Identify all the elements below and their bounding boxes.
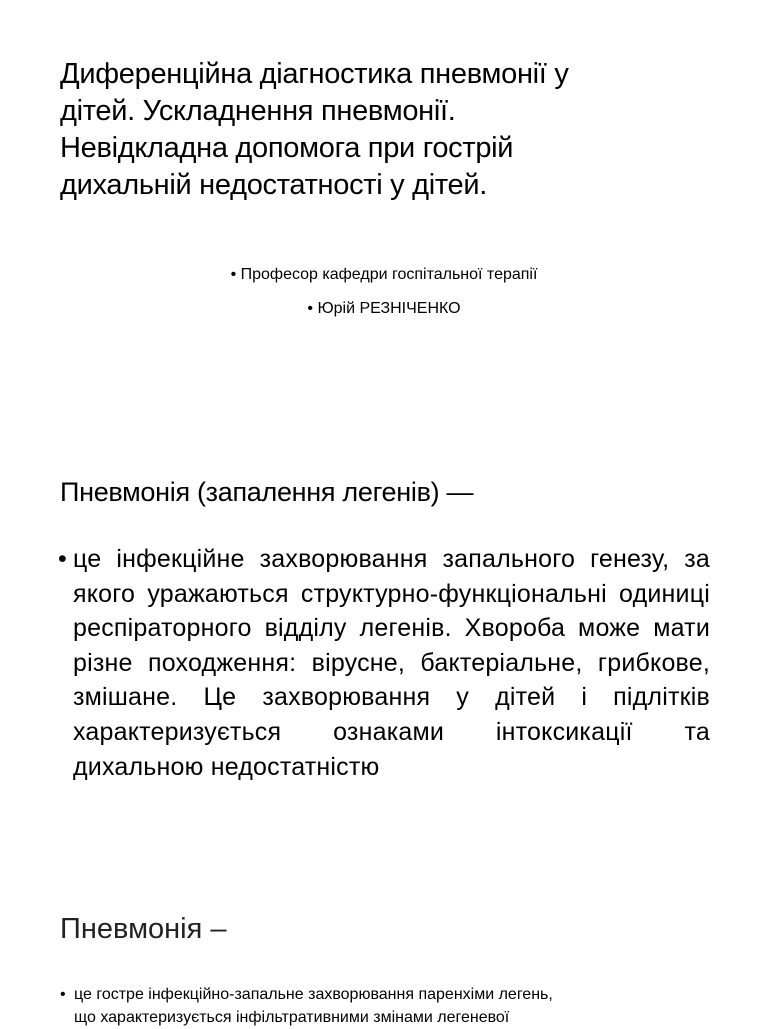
title-line: дітей. Ускладнення пневмонії. [60, 95, 456, 127]
definition-item [58, 542, 710, 784]
definition-list [60, 983, 720, 1029]
author-name: • Юрій РЕЗНІЧЕНКО [0, 292, 768, 326]
definition-slide [0, 420, 768, 880]
slide-title: Пневмонія (запалення легенів) — [60, 477, 474, 507]
author-position: • Професор кафедри госпітальної терапії [0, 258, 768, 292]
definition-text-line: це гостре інфекційно-запальне захворювання паренхіми легень, [74, 986, 553, 1003]
slide-title: Пневмонія – [60, 913, 227, 945]
title-line: дихальній недостатності у дітей. [60, 169, 488, 201]
definition-text: це інфекційне захворювання запального генезу, за якого уражаються структурно-функціональні одиниці респіраторного відділу легенів. Хвороба може мати різне походження: вірусне, бактеріальне, грибкове, змішане. Це захворювання у дітей і підлітків характеризується ознаками інтоксикації та дихальною недостатністю [73, 545, 710, 781]
definition-list [58, 542, 710, 784]
definition-item [60, 983, 720, 1029]
second-definition-slide [0, 880, 768, 1024]
presentation-title [60, 56, 720, 204]
author-list [0, 258, 768, 326]
title-slide [0, 0, 768, 420]
bullet-icon: • [58, 545, 67, 573]
title-line: Невідкладна допомога при гострій [60, 132, 514, 164]
bullet-icon: • [60, 986, 66, 1003]
title-line: Диференційна діагностика пневмонії у [60, 58, 569, 90]
definition-text-line: що характеризується інфільтративними змінами легеневої [74, 1009, 510, 1026]
